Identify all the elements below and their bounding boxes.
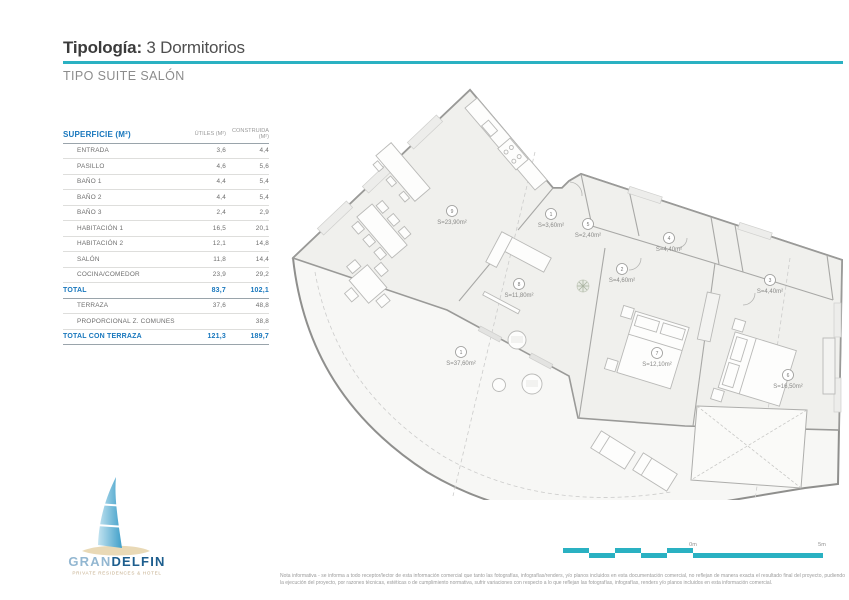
svg-text:S=4,40m²: S=4,40m² xyxy=(756,289,784,295)
crossed-box xyxy=(691,406,807,488)
col-header-construida: CONSTRUIDA (M²) xyxy=(232,128,269,141)
table-header-row xyxy=(63,126,269,143)
svg-text:3: 3 xyxy=(768,278,772,285)
scale-bar xyxy=(560,538,845,562)
table-row: BAÑO 1 4,4 5,4 xyxy=(63,174,269,190)
sail-logo-icon xyxy=(82,477,150,556)
brand-name: GRANDELFIN xyxy=(68,554,166,569)
table-row: BAÑO 3 2,4 2,9 xyxy=(63,205,269,221)
surface-table xyxy=(63,126,269,345)
svg-text:S=12,10m²: S=12,10m² xyxy=(642,362,672,368)
svg-text:1: 1 xyxy=(549,212,553,219)
table-row: SALÓN 11,8 14,4 xyxy=(63,252,269,268)
svg-text:S=4,60m²: S=4,60m² xyxy=(608,278,636,284)
floor-plan xyxy=(285,88,845,500)
svg-text:8: 8 xyxy=(517,282,521,289)
table-row: PASILLO 4,6 5,6 xyxy=(63,159,269,175)
svg-text:7: 7 xyxy=(655,351,659,358)
total-row: TOTAL 83,7 102,1 xyxy=(63,283,269,299)
svg-text:S=37,60m²: S=37,60m² xyxy=(446,361,476,367)
svg-text:S=4,40m²: S=4,40m² xyxy=(655,247,683,253)
svg-text:S=3,60m²: S=3,60m² xyxy=(537,223,565,229)
grand-total-row: TOTAL CON TERRAZA 121,3 189,7 xyxy=(63,329,269,345)
table-row: ENTRADA 3,6 4,4 xyxy=(63,143,269,159)
table-row: HABITACIÓN 1 16,5 20,1 xyxy=(63,221,269,237)
brand-logo xyxy=(52,471,182,579)
accent-rule xyxy=(63,61,843,64)
svg-text:9: 9 xyxy=(450,209,454,216)
table-title: SUPERFICIE (M²) xyxy=(63,129,131,139)
table-row: COCINA/COMEDOR 23,9 29,2 xyxy=(63,267,269,283)
svg-text:S=16,50m²: S=16,50m² xyxy=(773,384,803,390)
legal-note: Nota informativa - se informa a todo receptor/lector de esta información comercial que tanto las fotografías, infografías/renders, y/o planos incluidos en esta documentación comercial, no reflejan de manera exacta el resultado final del proyecto, pudiendo la ejecución del proyecto, por razones técnicas, estéticas o de cumplimiento normativa, sufrir variaciones con respecto a lo que reflejan las fotografías, infografías, renders y/o planos incluidos en esta información comercial. xyxy=(280,573,845,586)
svg-text:2: 2 xyxy=(620,267,624,274)
typology-value: 3 Dormitorios xyxy=(146,38,245,57)
scale-zero-label: 0m xyxy=(689,542,697,548)
svg-text:6: 6 xyxy=(786,373,790,380)
brand-tagline: PRIVATE RESIDENCES & HOTEL xyxy=(72,570,162,576)
svg-text:S=11,80m²: S=11,80m² xyxy=(504,293,534,299)
typology-label: Tipología: xyxy=(63,38,142,57)
table-row: TERRAZA 37,6 48,8 xyxy=(63,298,269,314)
svg-text:1: 1 xyxy=(459,350,463,357)
svg-text:5: 5 xyxy=(586,222,590,229)
table-row: PROPORCIONAL Z. COMUNES 38,8 xyxy=(63,314,269,330)
svg-text:S=2,40m²: S=2,40m² xyxy=(574,233,602,239)
table-row: HABITACIÓN 2 12,1 14,8 xyxy=(63,236,269,252)
col-header-utiles: ÚTILES (M²) xyxy=(194,131,226,138)
table-row: BAÑO 2 4,4 5,4 xyxy=(63,190,269,206)
scale-end-label: 5m xyxy=(818,542,826,548)
plant-icon xyxy=(577,280,589,292)
scale-bar-segments xyxy=(563,548,823,558)
page-title xyxy=(63,38,245,58)
svg-text:4: 4 xyxy=(667,236,671,243)
svg-text:S=23,90m²: S=23,90m² xyxy=(437,220,467,226)
page-subtitle: TIPO SUITE SALÓN xyxy=(63,69,185,83)
